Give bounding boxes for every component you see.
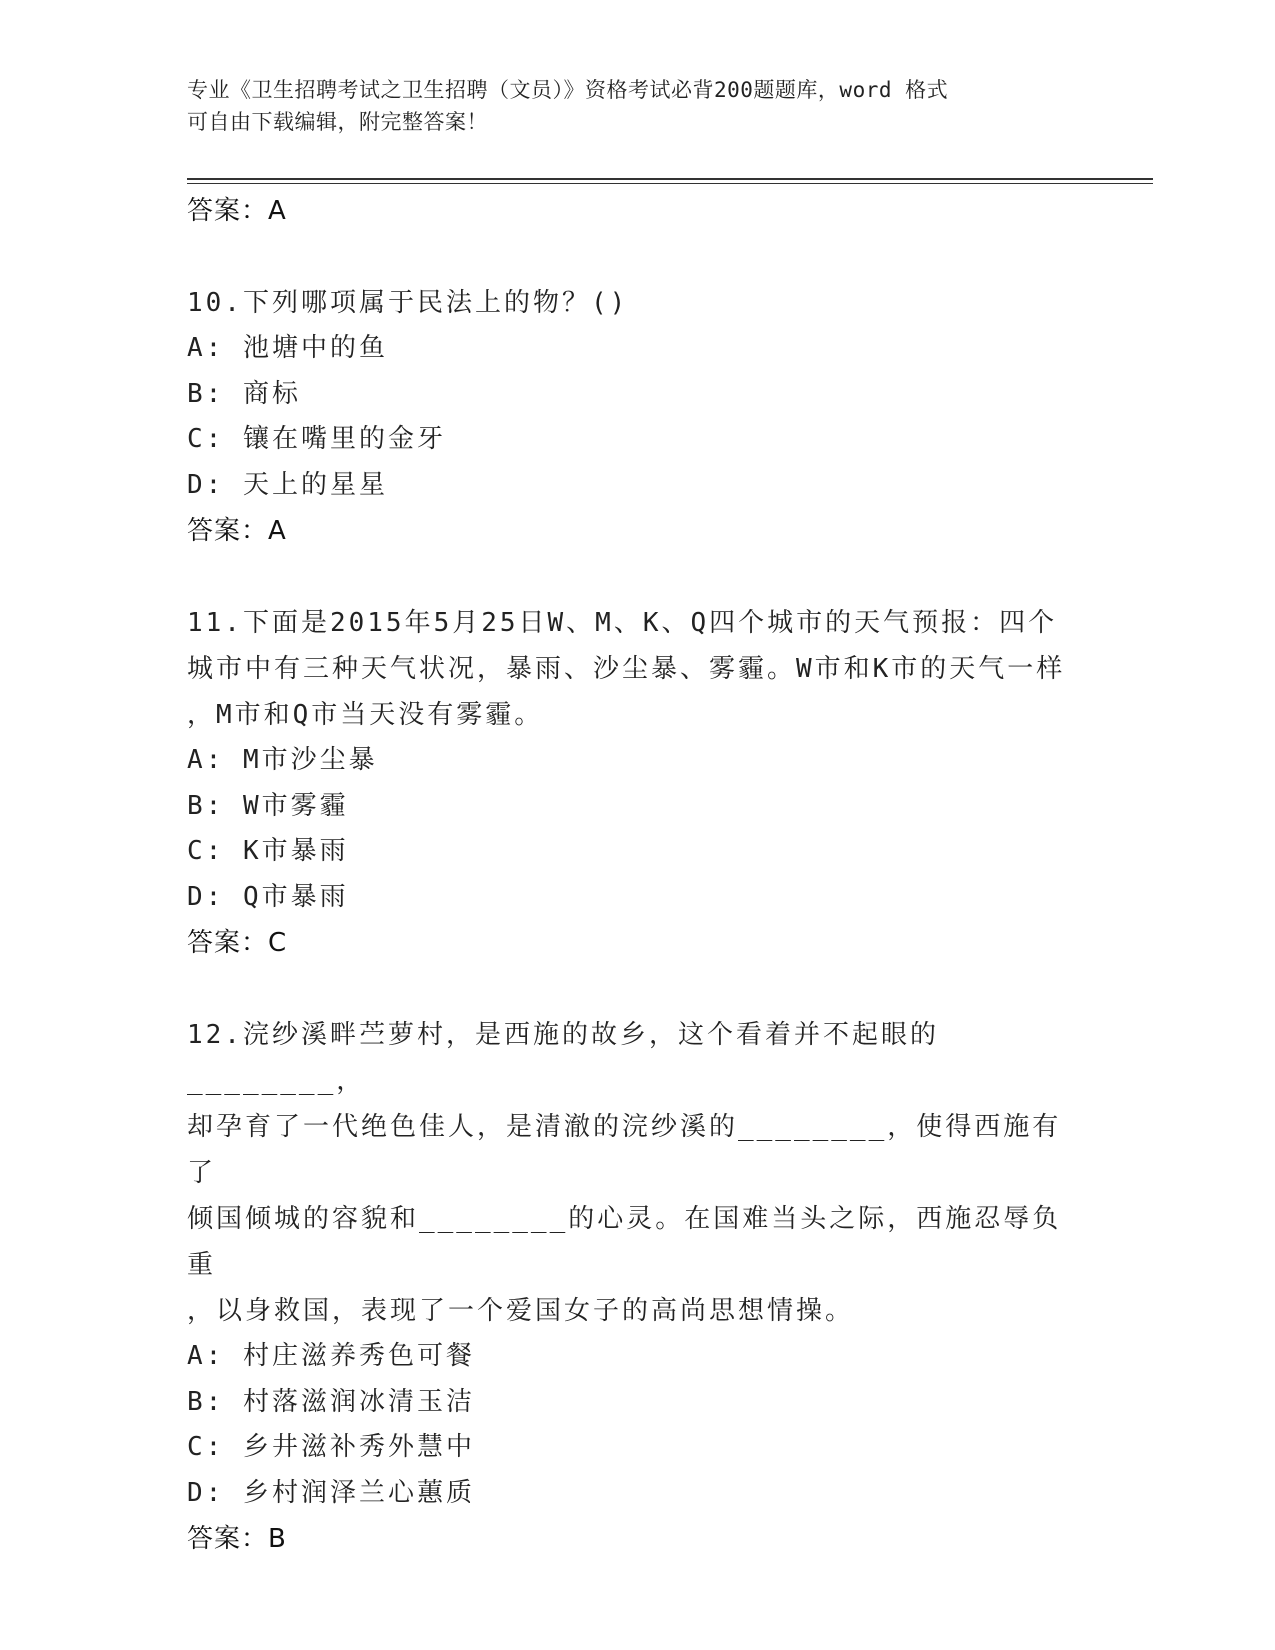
header-line-2: 可自由下载编辑，附完整答案！ (187, 110, 488, 134)
header-divider (187, 178, 1153, 180)
header-line-1: 专业《卫生招聘考试之卫生招聘（文员）》资格考试必背200题题库，word 格式 (187, 78, 949, 102)
option-a: A: 村庄滋养秀色可餐 (187, 1341, 475, 1371)
option-b: B: 村落滋润冰清玉洁 (187, 1386, 475, 1417)
answer-value: A (268, 196, 287, 226)
question-text: 10.下列哪项属于民法上的物？() (187, 288, 629, 318)
question-block (187, 280, 1087, 554)
question-text-line: ，M市和Q市当天没有雾霾。 (187, 700, 544, 730)
option-d: D: 乡村润泽兰心蕙质 (187, 1477, 475, 1508)
question-list (187, 188, 1087, 1562)
option-a: A: M市沙尘暴 (187, 745, 378, 775)
answer-line (187, 1516, 1087, 1562)
answer-line (187, 920, 1087, 966)
question-text-line: 城市中有三种天气状况，暴雨、沙尘暴、雾霾。W市和K市的天气一样 (187, 654, 1066, 684)
option-c: C: K市暴雨 (187, 836, 349, 866)
option-c: C: 镶在嘴里的金牙 (187, 424, 446, 454)
option-d: D: 天上的星星 (187, 469, 388, 500)
answer-line (187, 508, 1087, 554)
answer-value: C (268, 928, 288, 958)
option-d: D: Q市暴雨 (187, 881, 349, 912)
answer-label: 答案： (187, 1524, 269, 1554)
option-b: B: 商标 (187, 378, 301, 409)
answer-label: 答案： (187, 196, 269, 226)
header-divider-thin (187, 183, 1153, 184)
question-text-line: ，以身救国，表现了一个爱国女子的高尚思想情操。 (187, 1296, 855, 1326)
answer-label: 答案： (187, 928, 269, 958)
question-text-line: 12.浣纱溪畔苎萝村，是西施的故乡，这个看着并不起眼的________， (187, 1020, 939, 1096)
question-text-line: 却孕育了一代绝色佳人，是清澈的浣纱溪的________，使得西施有了 (187, 1112, 1062, 1188)
answer-value: B (268, 1524, 287, 1554)
question-text-line: 11.下面是2015年5月25日W、M、K、Q四个城市的天气预报：四个 (187, 608, 1058, 638)
answer-value: A (268, 516, 287, 546)
page-header (187, 74, 1087, 138)
question-block (187, 600, 1087, 966)
option-b: B: W市雾霾 (187, 790, 349, 821)
option-c: C: 乡井滋补秀外慧中 (187, 1432, 475, 1462)
answer-line (187, 188, 1087, 234)
question-text-line: 倾国倾城的容貌和________的心灵。在国难当头之际，西施忍辱负重 (187, 1204, 1062, 1280)
option-a: A: 池塘中的鱼 (187, 333, 388, 363)
question-block (187, 1012, 1087, 1562)
answer-label: 答案： (187, 516, 269, 546)
